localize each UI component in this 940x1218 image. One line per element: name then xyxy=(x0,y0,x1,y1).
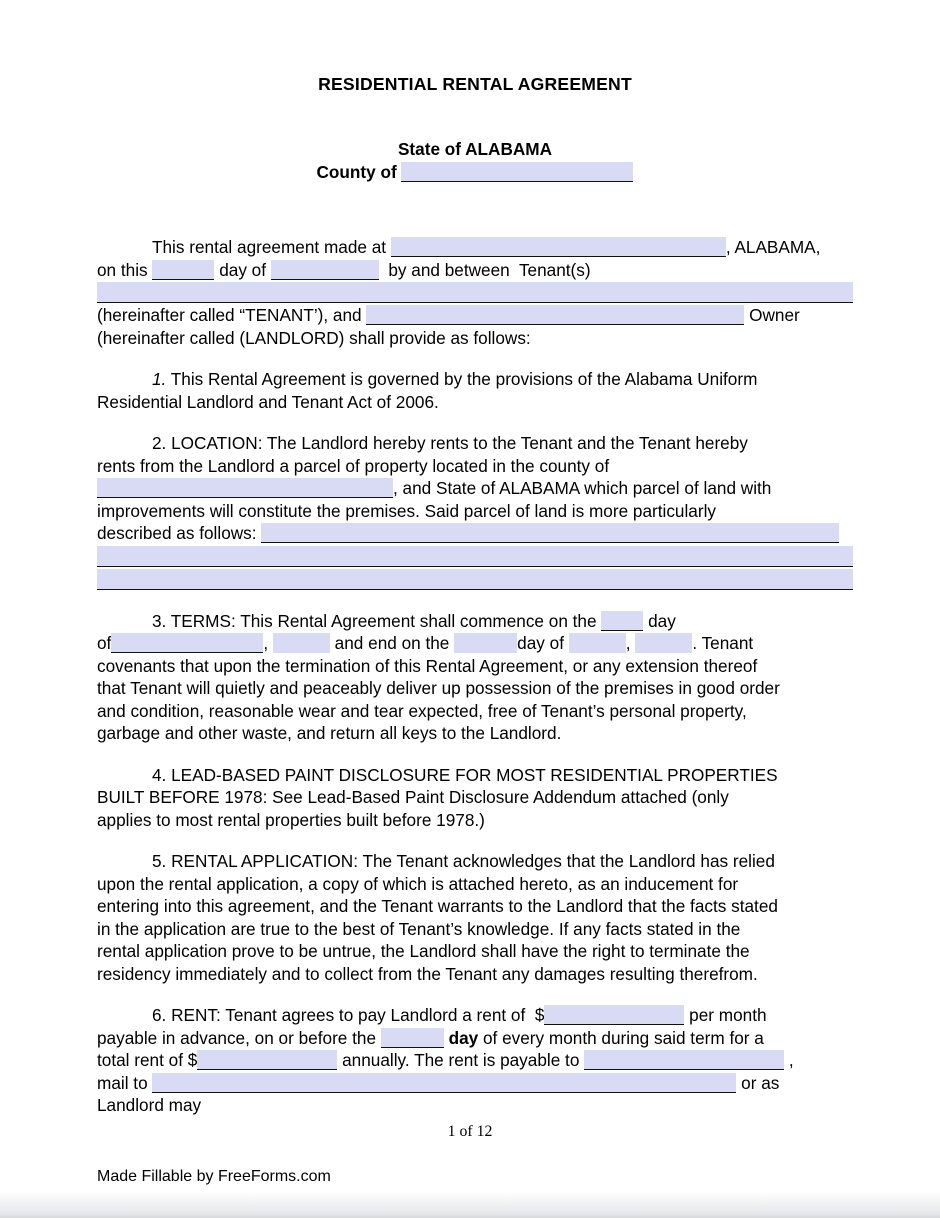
text-run: . Tenant xyxy=(692,633,754,653)
text-run: residency immediately and to collect from the Tenant any damages resulting therefrom. xyxy=(97,963,758,984)
text-run: day xyxy=(643,610,676,631)
text-line xyxy=(97,786,853,809)
mail-to-field[interactable] xyxy=(152,1073,736,1093)
text-line xyxy=(97,610,853,633)
text-run: day xyxy=(448,1027,479,1048)
text-line xyxy=(97,327,853,350)
text-line xyxy=(97,236,853,259)
text-run: covenants that upon the termination of this Rental Agreement, or any extension thereof xyxy=(97,655,758,676)
commence-month-field[interactable] xyxy=(111,633,263,653)
text-run: 6. RENT: Tenant agrees to pay Landlord a rent of $ xyxy=(152,1005,545,1025)
text-run: This Rental Agreement is governed by the provisions of the Alabama Uniform xyxy=(166,369,758,389)
agreement-month-field[interactable] xyxy=(271,260,379,280)
text-line xyxy=(97,477,853,500)
text-run: (hereinafter called (LANDLORD) shall provide as follows: xyxy=(97,327,531,348)
text-run: rents from the Landlord a parcel of property located in the county of xyxy=(97,455,610,476)
commence-day-field[interactable] xyxy=(601,611,643,631)
text-line xyxy=(97,432,853,455)
city-field[interactable] xyxy=(391,237,726,257)
text-run: 1. xyxy=(152,369,167,389)
text-run: day of xyxy=(214,259,271,280)
text-line xyxy=(97,259,853,282)
text-run: described as follows: xyxy=(97,523,262,543)
text-line xyxy=(97,1049,853,1072)
section-4-lead-paint xyxy=(97,764,853,832)
text-line xyxy=(97,368,853,391)
text-run: Owner xyxy=(744,305,800,325)
agreement-day-field[interactable] xyxy=(152,260,214,280)
text-run: (hereinafter called “TENANT’), and xyxy=(97,305,367,325)
text-run: , xyxy=(625,633,636,653)
document-body xyxy=(97,236,853,1117)
text-run: and end on the xyxy=(329,633,455,653)
fillable-credit: Made Fillable by FreeForms.com xyxy=(97,1168,331,1185)
text-line xyxy=(97,1027,853,1050)
text-run: 5. RENTAL APPLICATION: The Tenant acknowledges that the Landlord has relied xyxy=(152,851,775,871)
text-run: payable in advance, on or before the xyxy=(97,1027,381,1048)
section-3-terms xyxy=(97,610,853,745)
text-line xyxy=(97,568,853,591)
text-line xyxy=(97,918,853,941)
text-run: , xyxy=(263,633,273,653)
text-run: day of xyxy=(517,633,569,653)
text-run: of every month during said term for a xyxy=(478,1027,764,1048)
section-5-rental-application xyxy=(97,850,853,985)
property-county-field[interactable] xyxy=(97,478,393,498)
text-run: mail to xyxy=(97,1072,153,1093)
text-run: 4. LEAD-BASED PAINT DISCLOSURE FOR MOST RESIDENTIAL PROPERTIES xyxy=(152,764,778,785)
text-run: 3. TERMS: This Rental Agreement shall commence on the xyxy=(152,610,602,631)
text-line xyxy=(97,500,853,523)
county-field[interactable] xyxy=(401,162,633,182)
section-2-location xyxy=(97,432,853,591)
text-run: , xyxy=(784,1050,794,1070)
text-line xyxy=(97,522,853,545)
text-run: that Tenant will quietly and peaceably deliver up possession of the premises in good order xyxy=(97,678,780,698)
text-line xyxy=(97,764,853,787)
property-description-field-2[interactable] xyxy=(97,546,853,567)
intro-paragraph xyxy=(97,236,853,349)
text-line xyxy=(97,1004,853,1027)
text-run: rental application prove to be untrue, the Landlord shall have the right to terminate the xyxy=(97,941,750,961)
text-run: or as xyxy=(736,1072,780,1093)
text-run: entering into this agreement, and the Tenant warrants to the Landlord that the facts stated xyxy=(97,896,778,916)
text-line xyxy=(97,895,853,918)
text-run: in the application are true to the best of Tenant’s knowledge. If any facts stated in the xyxy=(97,918,741,939)
text-run: total rent of $ xyxy=(97,1050,198,1070)
tenant-names-field[interactable] xyxy=(97,282,853,303)
text-run: by and between Tenant(s) xyxy=(378,259,591,280)
text-run: garbage and other waste, and return all keys to the Landlord. xyxy=(97,723,562,743)
text-line xyxy=(97,700,853,723)
text-line xyxy=(97,455,853,478)
end-month-field[interactable] xyxy=(569,633,626,653)
document-title: RESIDENTIAL RENTAL AGREEMENT xyxy=(318,74,632,94)
annual-rent-field[interactable] xyxy=(197,1050,337,1070)
rent-amount-field[interactable] xyxy=(544,1005,684,1025)
text-line xyxy=(97,632,853,655)
property-description-field-1[interactable] xyxy=(261,523,839,543)
county-label: County of xyxy=(316,161,402,182)
text-line xyxy=(97,940,853,963)
section-6-rent xyxy=(97,1004,853,1117)
text-run: and condition, reasonable wear and tear expected, free of Tenant’s personal property, xyxy=(97,700,747,721)
end-year-field[interactable] xyxy=(635,633,692,653)
text-line xyxy=(97,391,853,414)
text-line xyxy=(97,281,853,304)
text-run: , and State of ALABAMA which parcel of land with xyxy=(393,478,772,498)
rent-due-day-field[interactable] xyxy=(381,1028,444,1048)
text-run: Landlord may xyxy=(97,1095,202,1115)
text-line xyxy=(97,1094,853,1117)
text-run: This rental agreement made at xyxy=(152,237,391,257)
text-run: BUILT BEFORE 1978: See Lead-Based Paint Disclosure Addendum attached (only xyxy=(97,787,729,807)
text-run: on this xyxy=(97,259,153,280)
text-run: annually. The rent is payable to xyxy=(337,1050,585,1070)
text-line xyxy=(97,722,853,745)
property-description-field-3[interactable] xyxy=(97,569,853,590)
end-day-field[interactable] xyxy=(454,633,517,653)
text-line xyxy=(97,809,853,832)
text-line xyxy=(97,1072,853,1095)
document-content xyxy=(97,0,853,1136)
text-line xyxy=(97,873,853,896)
text-run: upon the rental application, a copy of which is attached hereto, as an inducement for xyxy=(97,873,739,894)
text-run: applies to most rental properties built before 1978.) xyxy=(97,809,485,830)
text-run: per month xyxy=(684,1005,767,1025)
text-line xyxy=(97,963,853,986)
text-line xyxy=(97,677,853,700)
text-run: 2. LOCATION: The Landlord hereby rents to the Tenant and the Tenant hereby xyxy=(152,433,748,453)
county-line xyxy=(97,161,853,184)
page-number: 1 of 12 xyxy=(447,1123,493,1140)
text-line xyxy=(97,545,853,568)
commence-year-field[interactable] xyxy=(273,633,330,653)
state-line: State of ALABAMA xyxy=(397,139,553,159)
page-edge-shadow xyxy=(0,1192,940,1218)
text-line xyxy=(97,655,853,678)
text-run: of xyxy=(97,633,112,653)
text-run: , ALABAMA, xyxy=(725,237,821,257)
section-1-governing-law xyxy=(97,368,853,413)
text-line xyxy=(97,304,853,327)
text-run: improvements will constitute the premises. Said parcel of land is more particularly xyxy=(97,500,717,521)
rent-payable-to-field[interactable] xyxy=(584,1050,784,1070)
landlord-name-field[interactable] xyxy=(366,305,744,325)
text-line xyxy=(97,850,853,873)
text-run: Residential Landlord and Tenant Act of 2006. xyxy=(97,391,439,412)
